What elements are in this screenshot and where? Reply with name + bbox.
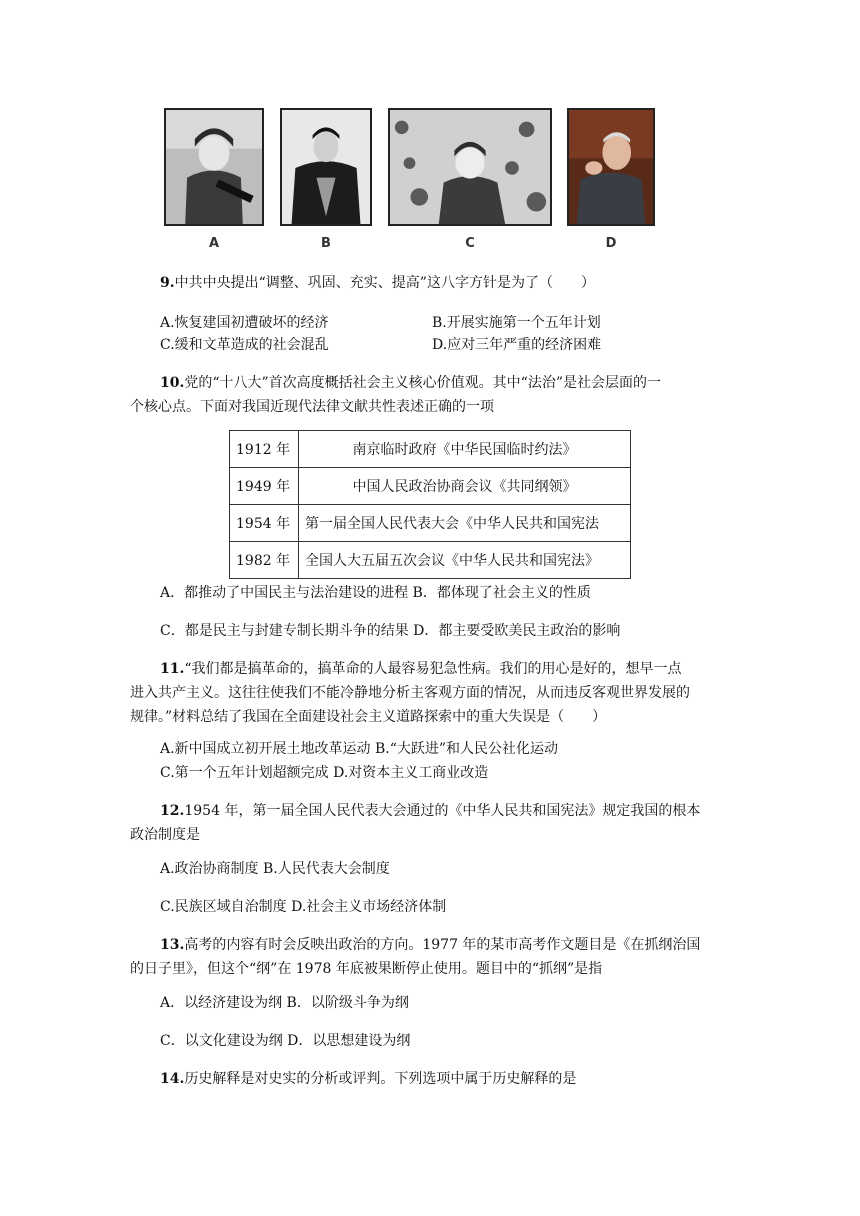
table-row <box>230 505 631 542</box>
q12-options-line-2: C.民族区域自治制度 D.社会主义市场经济体制 <box>160 899 447 915</box>
table-cell-document: 中国人民政治协商会议《共同纲领》 <box>299 468 631 505</box>
photo-caption-a: A <box>208 236 220 251</box>
q10-stem-line-2: 个核心点。下面对我国近现代法律文献共性表述正确的一项 <box>130 399 494 415</box>
q9-stem <box>160 274 595 292</box>
photo-caption-c: C <box>465 236 475 251</box>
q9-option-a: A.恢复建国初遭破坏的经济 <box>160 315 329 331</box>
q11-options-line-2: C.第一个五年计划超额完成 D.对资本主义工商业改造 <box>160 765 489 781</box>
q14-stem <box>160 1070 576 1088</box>
photo-caption-d: D <box>605 236 617 251</box>
table-cell-document: 全国人大五届五次会议《中华人民共和国宪法》 <box>299 542 631 579</box>
question-number: 10. <box>160 375 185 391</box>
q12-stem-line-2: 政治制度是 <box>130 827 200 843</box>
question-number: 13. <box>160 937 185 953</box>
q10-stem-line-1 <box>160 374 661 392</box>
q13-options-line-1: A．以经济建设为纲 B．以阶级斗争为纲 <box>160 995 409 1011</box>
q9-option-c: C.缓和文革造成的社会混乱 <box>160 337 329 353</box>
table-cell-year: 1982 年 <box>230 542 299 579</box>
question-stem: 历史解释是对史实的分析或评判。下列选项中属于历史解释的是 <box>184 1071 577 1087</box>
question-stem: 1954 年，第一届全国人民代表大会通过的《中华人民共和国宪法》规定我国的根本 <box>184 803 701 819</box>
q11-options-line-1: A.新中国成立初开展土地改革运动 B.“大跃进”和人民公社化运动 <box>160 741 559 757</box>
table-cell-document: 第一届全国人民代表大会《中华人民共和国宪法 <box>299 505 631 542</box>
question-number: 12. <box>160 803 185 819</box>
photo-caption-b: B <box>321 236 331 251</box>
q11-stem-line-1 <box>160 660 682 678</box>
photo-d <box>567 108 655 226</box>
q11-stem-line-2: 进入共产主义。这往往使我们不能冷静地分析主客观方面的情况，从而违反客观世界发展的 <box>130 685 690 701</box>
question-number: 11. <box>160 661 185 677</box>
table-row <box>230 431 631 468</box>
photo-a <box>164 108 264 226</box>
q12-stem-line-1 <box>160 802 700 820</box>
photo-b <box>280 108 372 226</box>
table-cell-year: 1949 年 <box>230 468 299 505</box>
table-row <box>230 542 631 579</box>
q11-stem-line-3: 规律。”材料总结了我国在全面建设社会主义道路探索中的重大失误是（ ） <box>130 709 607 725</box>
question-number: 14. <box>160 1071 185 1087</box>
q10-options-line-2: C．都是民主与封建专制长期斗争的结果 D．都主要受欧美民主政治的影响 <box>160 623 621 639</box>
question-stem: 中共中央提出“调整、巩固、充实、提高”这八字方针是为了（ ） <box>174 275 595 291</box>
question-stem: 高考的内容有时会反映出政治的方向。1977 年的某市高考作文题目是《在抓纲治国 <box>184 937 701 953</box>
table-cell-document: 南京临时政府《中华民国临时约法》 <box>299 431 631 468</box>
q9-option-b: B.开展实施第一个五年计划 <box>432 315 601 331</box>
table-cell-year: 1954 年 <box>230 505 299 542</box>
table-cell-year: 1912 年 <box>230 431 299 468</box>
question-stem: “我们都是搞革命的，搞革命的人最容易犯急性病。我们的用心是好的，想早一点 <box>184 661 682 677</box>
q12-options-line-1: A.政治协商制度 B.人民代表大会制度 <box>160 861 390 877</box>
table-row <box>230 468 631 505</box>
photo-c <box>388 108 552 226</box>
q10-options-line-1: A．都推动了中国民主与法治建设的进程 B．都体现了社会主义的性质 <box>160 585 591 601</box>
law-documents-table <box>229 430 631 579</box>
question-stem: 党的“十八大”首次高度概括社会主义核心价值观。其中“法治”是社会层面的一 <box>184 375 661 391</box>
q9-option-d: D.应对三年严重的经济困难 <box>432 337 602 353</box>
q13-stem-line-2: 的日子里》，但这个“纲”在 1978 年底被果断停止使用。题目中的“抓纲”是指 <box>130 961 603 977</box>
q13-options-line-2: C．以文化建设为纲 D．以思想建设为纲 <box>160 1033 411 1049</box>
question-number: 9. <box>160 275 175 291</box>
q13-stem-line-1 <box>160 936 700 954</box>
